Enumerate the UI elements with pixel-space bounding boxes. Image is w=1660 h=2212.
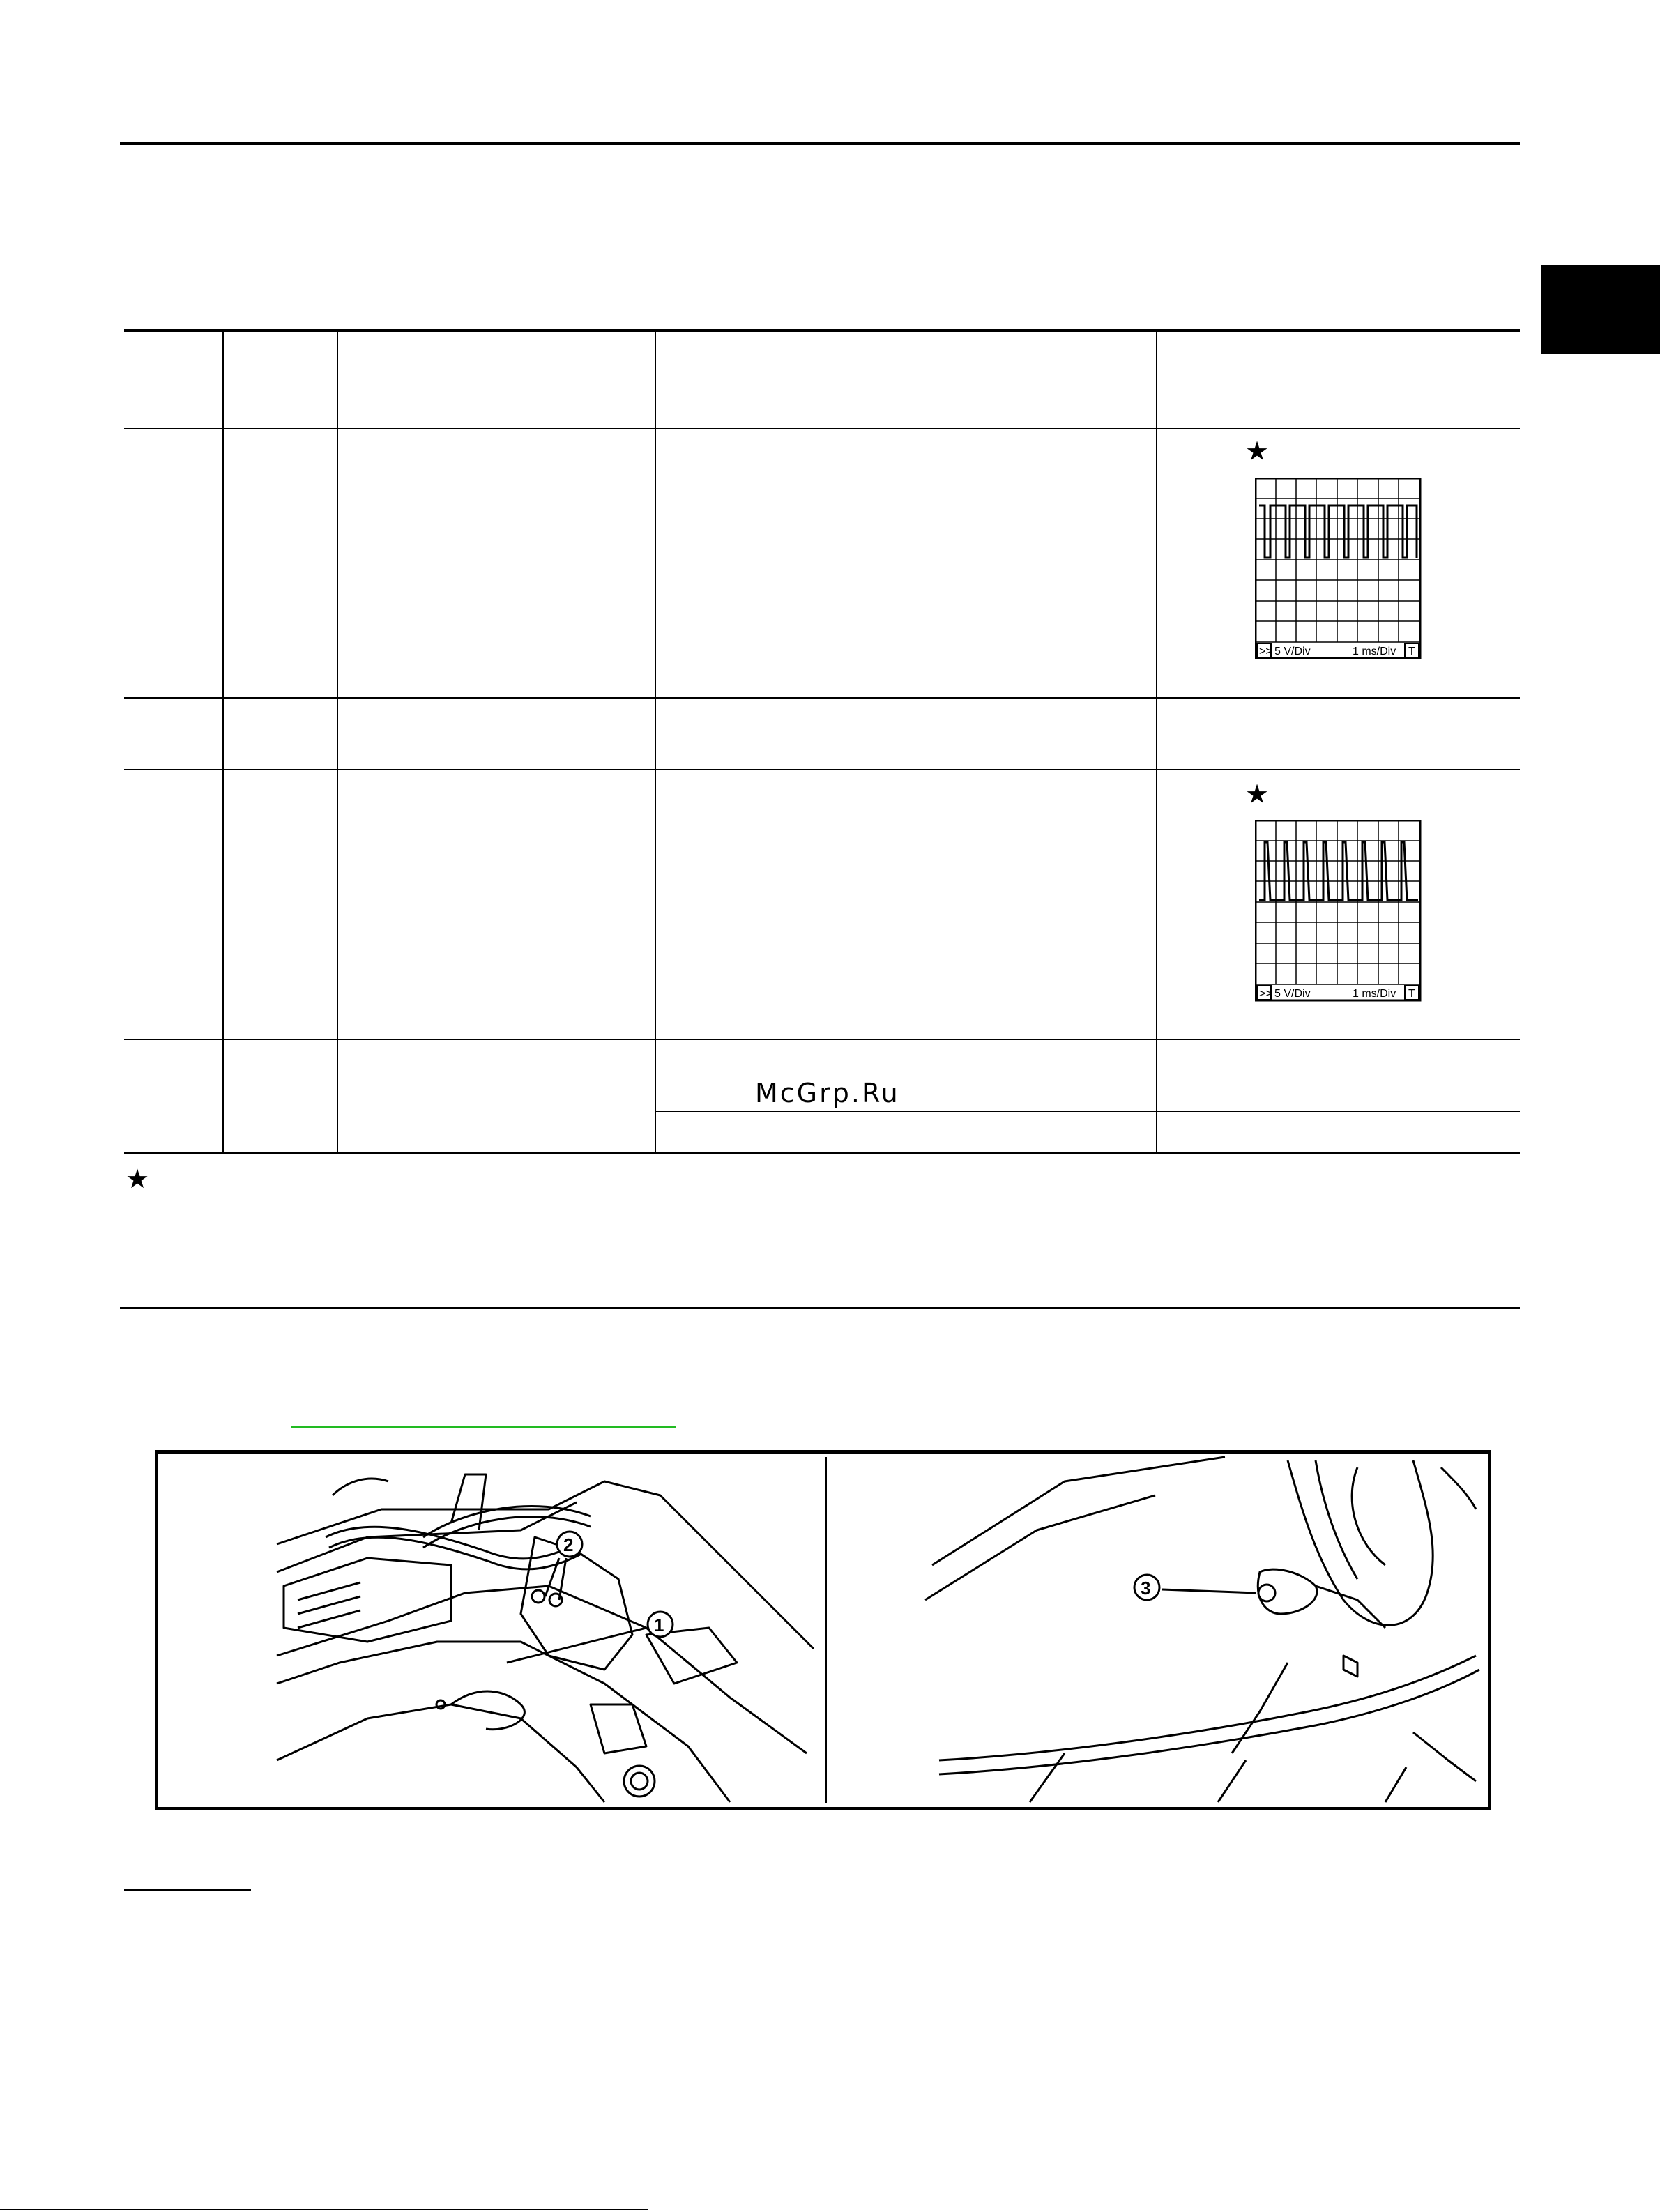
table-row-rule-3 [124, 1039, 1520, 1040]
watermark: McGrp.Ru [755, 1078, 900, 1108]
footnote-star: ★ [125, 1164, 150, 1194]
waveform-2-graphic [1255, 820, 1422, 1002]
table-row-rule-2 [124, 769, 1520, 770]
table-bottom-rule [124, 1152, 1520, 1154]
waveform-1-time-div: 1 ms/Div [1353, 646, 1396, 657]
table-col-rule-1 [222, 330, 224, 1153]
callout-2: 2 [563, 1534, 574, 1555]
waveform-1-graphic [1255, 478, 1422, 660]
waveform-2-trigger: T [1408, 988, 1415, 1000]
callout-3: 3 [1141, 1578, 1151, 1599]
right-panel-drawing [925, 1457, 1479, 1802]
oscilloscope-waveform-2 [1255, 820, 1422, 1006]
waveform-2-scale-indicator: >> [1259, 988, 1272, 1000]
section-rule [120, 1307, 1520, 1309]
table-col-rule-4 [1156, 330, 1157, 1153]
reference-link[interactable] [291, 1426, 676, 1428]
figure-illustration [158, 1454, 1488, 1807]
waveform-star-2: ★ [1245, 779, 1270, 809]
table-col-rule-2 [337, 330, 338, 1153]
ground-location-figure [155, 1450, 1491, 1810]
header-rule [120, 142, 1520, 145]
waveform-star-1: ★ [1245, 436, 1270, 466]
left-panel-drawing [277, 1474, 814, 1802]
waveform-2-time-div: 1 ms/Div [1353, 988, 1396, 1000]
waveform-1-volt-div: 5 V/Div [1274, 646, 1311, 657]
oscilloscope-waveform-1 [1255, 478, 1422, 664]
table-subrow-rule [655, 1111, 1520, 1112]
table-row-rule-1 [124, 697, 1520, 699]
footer-rule [0, 2209, 648, 2210]
ground-bolt [1258, 1585, 1275, 1601]
note-rule [124, 1889, 251, 1891]
table-top-rule [124, 329, 1520, 332]
waveform-1-scale-indicator: >> [1259, 646, 1272, 657]
section-tab-marker [1541, 265, 1660, 354]
callout-1: 1 [654, 1615, 664, 1635]
table-col-rule-3 [655, 330, 656, 1153]
waveform-1-trigger: T [1408, 646, 1415, 657]
waveform-2-volt-div: 5 V/Div [1274, 988, 1311, 1000]
table-header-rule [124, 428, 1520, 429]
right-panel-callout [1134, 1575, 1256, 1600]
